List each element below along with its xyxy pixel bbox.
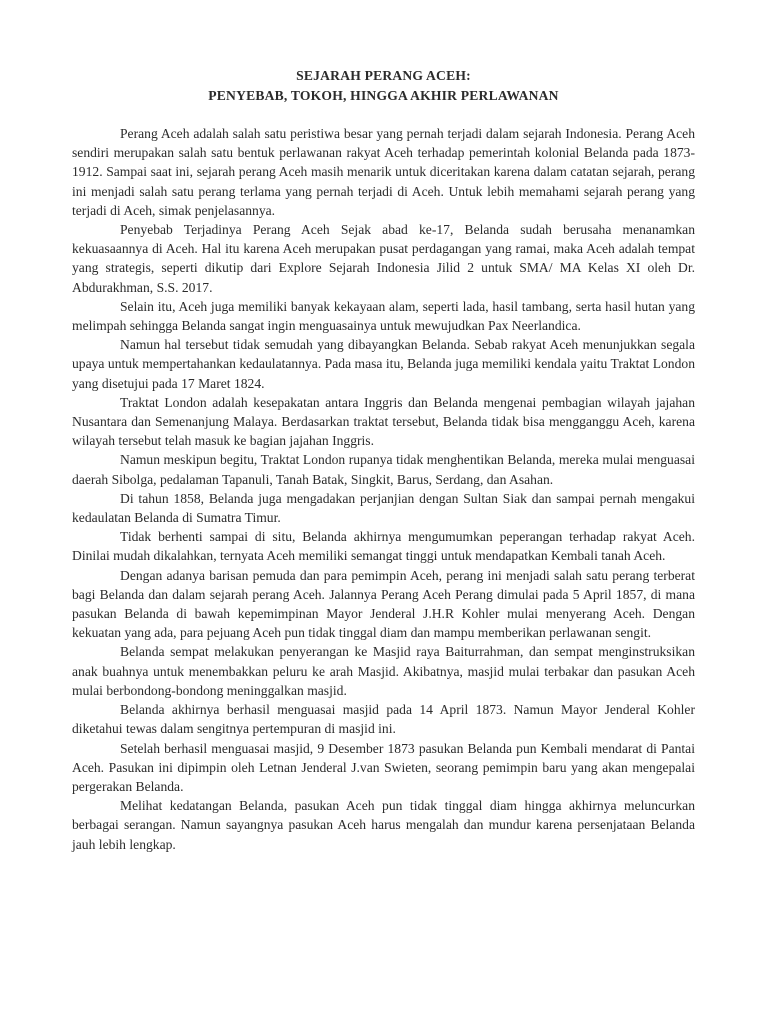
- paragraph-3: Selain itu, Aceh juga memiliki banyak kekayaan alam, seperti lada, hasil tambang, serta hasil hutan yang melimpah sehingga Belanda sangat ingin menguasainya untuk mewujudkan Pax Neerlandica.: [72, 298, 695, 334]
- paragraph-11: Belanda akhirnya berhasil menguasai masjid pada 14 April 1873. Namun Mayor Jenderal Kohler diketahui tewas dalam sengitnya pertempuran di masjid ini.: [72, 702, 695, 737]
- document-title: [72, 66, 695, 106]
- paragraph-12: Setelah berhasil menguasai masjid, 9 Desember 1873 pasukan Belanda pun Kembali mendarat di Pantai Aceh. Pasukan ini dipimpin oleh Letnan Jenderal J.van Swieten, seorang pemimpin baru yang akan mengepalai pergerakan Belanda.: [72, 740, 695, 794]
- paragraph-4: Namun hal tersebut tidak semudah yang dibayangkan Belanda. Sebab rakyat Aceh menunjukkan segala upaya untuk mempertahankan kedaulatannya. Pada masa itu, Belanda juga memiliki kendala yaitu Traktat London yang disetujui pada 17 Maret 1824.: [72, 337, 695, 391]
- document-body: [72, 124, 695, 854]
- document-page: [72, 66, 695, 854]
- paragraph-1: Perang Aceh adalah salah satu peristiwa besar yang pernah terjadi dalam sejarah Indonesia. Perang Aceh sendiri merupakan salah satu bentuk perlawanan rakyat Aceh terhadap pemerintah kolonial Belanda pada 1873-1912. Sampai saat ini, sejarah perang Aceh masih menarik untuk diceritakan karena dalam catatan sejarah, perang ini menjadi salah satu perang terlama yang pernah terjadi di Aceh. Untuk lebih memahami sejarah perang yang terjadi di Aceh, simak penjelasannya.: [72, 126, 695, 218]
- paragraph-6: Namun meskipun begitu, Traktat London rupanya tidak menghentikan Belanda, mereka mulai menguasai daerah Sibolga, pedalaman Tapanuli, Tanah Batak, Singkit, Barus, Serdang, dan Asahan.: [72, 452, 695, 487]
- paragraph-10: Belanda sempat melakukan penyerangan ke Masjid raya Baiturrahman, dan sempat menginstruksikan anak buahnya untuk menembakkan peluru ke arah Masjid. Akibatnya, masjid mulai terbakar dan pasukan Aceh mulai berbondong-bondong meninggalkan masjid.: [72, 644, 695, 698]
- paragraph-2: Penyebab Terjadinya Perang Aceh Sejak abad ke-17, Belanda sudah berusaha menanamkan kekuasaannya di Aceh. Hal itu karena Aceh merupakan pusat perdagangan yang ramai, maka Aceh adalah tempat yang strategis, seperti dikutip dari Explore Sejarah Indonesia Jilid 2 untuk SMA/ MA Kelas XI oleh Dr. Abdurakhman, S.S. 2017.: [72, 222, 695, 295]
- paragraph-8: Tidak berhenti sampai di situ, Belanda akhirnya mengumumkan peperangan terhadap rakyat Aceh. Dinilai mudah dikalahkan, ternyata Aceh memiliki semangat tinggi untuk mendapatkan Kembali tanah Aceh.: [72, 529, 695, 564]
- paragraph-5: Traktat London adalah kesepakatan antara Inggris dan Belanda mengenai pembagian wilayah jajahan Nusantara dan Semenanjung Malaya. Berdasarkan traktat tersebut, Belanda tidak bisa mengganggu Aceh, karena wilayah tersebut telah masuk ke bagian jajahan Inggris.: [72, 394, 695, 449]
- title-line-1: SEJARAH PERANG ACEH:: [296, 68, 471, 83]
- paragraph-13: Melihat kedatangan Belanda, pasukan Aceh pun tidak tinggal diam hingga akhirnya meluncurkan berbagai serangan. Namun sayangnya pasukan Aceh harus mengalah dan mundur karena persenjataan Belanda jauh lebih lengkap.: [72, 798, 695, 852]
- paragraph-9: Dengan adanya barisan pemuda dan para pemimpin Aceh, perang ini menjadi salah satu perang terberat bagi Belanda dan dalam sejarah perang Aceh. Jalannya Perang Aceh Perang dimulai pada 5 April 1857, di mana pasukan Belanda di bawah kepemimpinan Mayor Jenderal J.H.R Kohler mulai menyerang Aceh. Dengan kekuatan yang ada, para pejuang Aceh pun tidak tinggal diam dan mampu memberikan perlawanan sengit.: [72, 567, 695, 641]
- title-line-2: PENYEBAB, TOKOH, HINGGA AKHIR PERLAWANAN: [208, 88, 559, 103]
- paragraph-7: Di tahun 1858, Belanda juga mengadakan perjanjian dengan Sultan Siak dan sampai pernah mengakui kedaulatan Belanda di Sumatra Timur.: [72, 490, 695, 526]
